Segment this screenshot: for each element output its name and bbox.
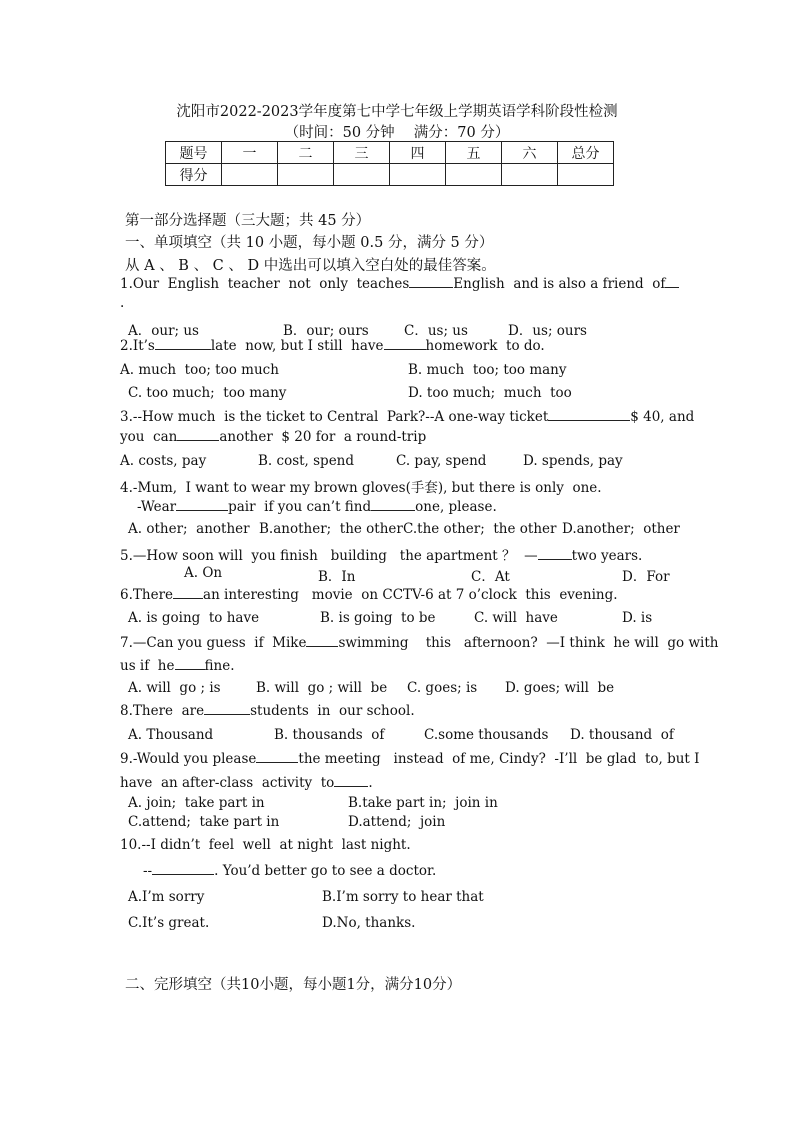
question-text: an interesting movie on CCTV-6 at 7 o’clock this evening. bbox=[203, 587, 618, 603]
option-b: B.take part in; join in bbox=[348, 795, 498, 811]
answer-blank bbox=[306, 635, 338, 647]
question-text: 6.There bbox=[120, 587, 174, 603]
question-text: late now, but I still have bbox=[210, 338, 384, 354]
answer-blank bbox=[173, 587, 203, 599]
option-d: D．us; ours bbox=[508, 323, 587, 339]
score-table-score-row bbox=[166, 164, 614, 186]
option-b: B. will go ; will be bbox=[256, 680, 388, 696]
score-cell bbox=[446, 164, 502, 186]
question-text: 1.Our English teacher not only teaches bbox=[120, 276, 410, 292]
option-b: B. much too; too many bbox=[408, 362, 567, 378]
score-header-cell: 总分 bbox=[558, 142, 614, 164]
option-c: C. goes; is bbox=[407, 680, 478, 696]
score-cell bbox=[278, 164, 334, 186]
question-text: 7.—Can you guess if Mike bbox=[120, 635, 307, 651]
question-1 bbox=[120, 276, 679, 292]
answer-blank bbox=[409, 276, 453, 288]
question-10: 10.--I didn’t feel well at night last night. bbox=[120, 837, 411, 853]
answer-blank bbox=[155, 338, 211, 350]
score-cell bbox=[502, 164, 558, 186]
question-text: another $ 20 for a round-trip bbox=[219, 429, 427, 445]
question-3-cont bbox=[120, 429, 426, 445]
option-a: A. other; another bbox=[128, 521, 250, 537]
question-7 bbox=[120, 635, 718, 651]
question-text: you can bbox=[120, 429, 178, 445]
score-cell bbox=[390, 164, 446, 186]
answer-blank bbox=[152, 863, 214, 875]
answer-blank bbox=[371, 499, 415, 511]
answer-blank bbox=[665, 276, 679, 288]
question-8 bbox=[120, 703, 415, 719]
answer-blank bbox=[334, 775, 368, 787]
option-c: C. will have bbox=[474, 610, 558, 626]
option-d: D.No, thanks. bbox=[322, 915, 416, 931]
question-text: -- bbox=[143, 863, 153, 879]
answer-blank bbox=[256, 751, 298, 763]
question-text: $ 40, and bbox=[630, 409, 695, 425]
answer-blank bbox=[548, 409, 630, 421]
option-b: B. is going to be bbox=[320, 610, 436, 626]
question-text: . You’d better go to see a doctor. bbox=[214, 863, 437, 879]
question-text: pair if you can’t find bbox=[228, 499, 372, 515]
option-c: C．us; us bbox=[404, 323, 468, 339]
option-a: A. will go ; is bbox=[128, 680, 221, 696]
option-a: A. Thousand bbox=[128, 727, 214, 743]
score-header-cell: 三 bbox=[334, 142, 390, 164]
score-header-cell: 题号 bbox=[166, 142, 222, 164]
score-table bbox=[165, 141, 614, 186]
question-text: . bbox=[120, 295, 125, 311]
question-6 bbox=[120, 587, 618, 603]
option-c: C. too much; too many bbox=[128, 385, 287, 401]
option-c: C.the other; the other bbox=[403, 521, 557, 537]
option-b: B．In bbox=[318, 569, 356, 585]
section-heading: 二、完形填空（共10小题，每小题1分，满分10分） bbox=[125, 977, 462, 993]
question-text: 8.There are bbox=[120, 703, 205, 719]
option-d: D.attend; join bbox=[348, 814, 446, 830]
score-header-cell: 四 bbox=[390, 142, 446, 164]
question-text: students in our school. bbox=[250, 703, 415, 719]
option-d: D.another; other bbox=[562, 521, 680, 537]
option-b: B.I’m sorry to hear that bbox=[322, 889, 484, 905]
score-row-label: 得分 bbox=[166, 164, 222, 186]
question-text: fine. bbox=[204, 658, 235, 674]
score-cell bbox=[222, 164, 278, 186]
question-7-cont bbox=[120, 658, 234, 674]
option-d: D．For bbox=[622, 569, 670, 585]
question-text: English and is also a friend of bbox=[453, 276, 666, 292]
option-a: A. costs, pay bbox=[120, 453, 207, 469]
option-c: C.some thousands bbox=[424, 727, 549, 743]
question-9-cont bbox=[120, 775, 373, 791]
question-text: homework to do. bbox=[425, 338, 545, 354]
score-table-header-row bbox=[166, 142, 614, 164]
score-cell bbox=[558, 164, 614, 186]
option-a: A. On bbox=[184, 565, 223, 581]
question-text: 5.—How soon will you finish building the apartment ？ — bbox=[120, 548, 538, 564]
question-9 bbox=[120, 751, 699, 767]
option-b: B. cost, spend bbox=[258, 453, 355, 469]
option-b: B. thousands of bbox=[274, 727, 385, 743]
option-c: C. pay, spend bbox=[396, 453, 487, 469]
question-10-cont bbox=[143, 863, 436, 879]
question-text: . bbox=[368, 775, 373, 791]
question-4: 4.-Mum, I want to wear my brown gloves(手套), but there is only one. bbox=[120, 480, 602, 496]
question-text: 9.-Would you please bbox=[120, 751, 257, 767]
question-2 bbox=[120, 338, 545, 354]
answer-blank bbox=[384, 338, 426, 350]
option-a: A.I’m sorry bbox=[128, 889, 205, 905]
option-d: D. thousand of bbox=[570, 727, 674, 743]
question-4-cont bbox=[137, 499, 497, 515]
score-header-cell: 六 bbox=[502, 142, 558, 164]
answer-blank bbox=[538, 548, 572, 560]
question-text: 2.It’s bbox=[120, 338, 155, 354]
exam-title: 沈阳市2022-2023学年度第七中学七年级上学期英语学科阶段性检测 bbox=[176, 104, 618, 120]
option-c: C.attend; take part in bbox=[128, 814, 280, 830]
option-a: A. join; take part in bbox=[128, 795, 265, 811]
section-heading: 一、单项填空（共 10 小题，每小题 0.5 分，满分 5 分） bbox=[125, 235, 494, 251]
question-text: -Wear bbox=[137, 499, 177, 515]
question-text: one, please. bbox=[415, 499, 497, 515]
part-heading: 第一部分选择题（三大题；共 45 分） bbox=[125, 213, 371, 229]
instruction: 从 A 、 B 、 C 、 D 中选出可以填入空白处的最佳答案。 bbox=[125, 258, 496, 274]
option-a: A．our; us bbox=[128, 323, 199, 339]
option-a: A. is going to have bbox=[128, 610, 260, 626]
option-d: D. spends, pay bbox=[523, 453, 623, 469]
score-header-cell: 一 bbox=[222, 142, 278, 164]
option-b: B.another; the other bbox=[259, 521, 403, 537]
option-c: C.It’s great. bbox=[128, 915, 210, 931]
question-text: 3.--How much is the ticket to Central Park?--A one-way ticket bbox=[120, 409, 549, 425]
option-c: C．At bbox=[471, 569, 510, 585]
score-cell bbox=[334, 164, 390, 186]
question-5 bbox=[120, 544, 642, 564]
option-b: B．our; ours bbox=[283, 323, 369, 339]
answer-blank bbox=[177, 429, 219, 441]
option-d: D. too much; much too bbox=[408, 385, 572, 401]
question-text: the meeting instead of me, Cindy? -I’ll be glad to, but I bbox=[298, 751, 700, 767]
option-d: D. goes; will be bbox=[505, 680, 615, 696]
answer-blank bbox=[204, 703, 250, 715]
answer-blank bbox=[175, 658, 205, 670]
question-text: swimming this afternoon? —I think he will go with bbox=[338, 635, 719, 651]
option-a: A. much too; too much bbox=[120, 362, 279, 378]
question-text: us if he bbox=[120, 658, 175, 674]
question-3 bbox=[120, 409, 694, 425]
question-text: two years. bbox=[571, 548, 643, 564]
question-text: have an after-class activity to bbox=[120, 775, 335, 791]
option-d: D. is bbox=[622, 610, 653, 626]
answer-blank bbox=[176, 499, 228, 511]
exam-subtitle: （时间：50 分钟 满分：70 分） bbox=[284, 125, 510, 141]
score-header-cell: 五 bbox=[446, 142, 502, 164]
score-header-cell: 二 bbox=[278, 142, 334, 164]
